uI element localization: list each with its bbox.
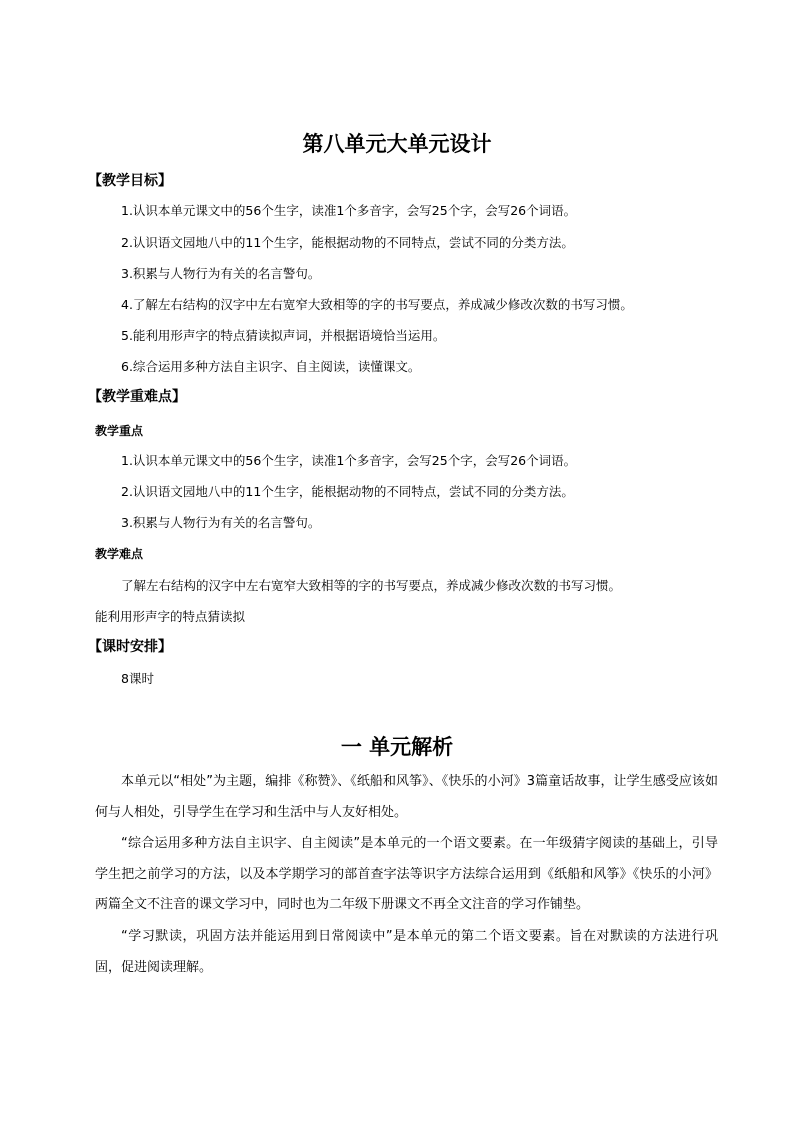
difficulty-label: 教学难点 bbox=[95, 547, 144, 561]
schedule-value: 8课时 bbox=[121, 671, 154, 686]
goal-item-4: 4.了解左右结构的汉字中左右宽窄大致相等的字的书写要点，养成减少修改次数的书写习惯。 bbox=[121, 297, 633, 312]
key-points-heading: 【教学重难点】 bbox=[88, 389, 186, 405]
goal-item-3: 3.积累与人物行为有关的名言警句。 bbox=[121, 266, 321, 281]
page-title: 第八单元大单元设计 bbox=[302, 132, 492, 156]
analysis-title: 一 单元解析 bbox=[340, 735, 454, 759]
focus-item-3: 3.积累与人物行为有关的名言警句。 bbox=[121, 515, 321, 530]
goal-item-5: 5.能利用形声字的特点猜读拟声词，并根据语境恰当运用。 bbox=[121, 328, 446, 343]
goal-item-1: 1.认识本单元课文中的56个生字，读准1个多音字，会写25个字，会写26个词语。 bbox=[121, 203, 577, 218]
goal-item-6: 6.综合运用多种方法自主识字、自主阅读，读懂课文。 bbox=[121, 359, 421, 374]
difficulty-extra: 能利用形声字的特点猜读拟 bbox=[95, 609, 246, 624]
difficulty-item: 了解左右结构的汉字中左右宽窄大致相等的字的书写要点，养成减少修改次数的书写习惯。 bbox=[121, 578, 622, 593]
focus-item-1: 1.认识本单元课文中的56个生字，读准1个多音字，会写25个字，会写26个词语。 bbox=[121, 453, 577, 468]
focus-label: 教学重点 bbox=[95, 424, 144, 438]
analysis-paragraph-2: “综合运用多种方法自主识字、自主阅读”是本单元的一个语文要素。在一年级猜字阅读的基础上，引导学生把之前学习的方法，以及本学期学习的部首查字法等识字方法综合运用到《纸船和风筝》《快乐的小河》两篇全文不注音的课文学习中，同时也为二年级下册课文不再全文注音的学习作铺垫。 bbox=[95, 836, 718, 913]
analysis-paragraph-3: “学习默读，巩固方法并能运用到日常阅读中”是本单元的第二个语文要素。旨在对默读的方法进行巩固，促进阅读理解。 bbox=[95, 929, 718, 975]
analysis-paragraph-1: 本单元以“相处”为主题，编排《称赞》、《纸船和风筝》、《快乐的小河》3篇童话故事，让学生感受应该如何与人相处，引导学生在学习和生活中与人友好相处。 bbox=[95, 774, 718, 820]
goals-heading: 【教学目标】 bbox=[88, 173, 172, 189]
schedule-heading: 【课时安排】 bbox=[88, 639, 172, 655]
focus-item-2: 2.认识语文园地八中的11个生字，能根据动物的不同特点，尝试不同的分类方法。 bbox=[121, 484, 574, 499]
goal-item-2: 2.认识语文园地八中的11个生字，能根据动物的不同特点，尝试不同的分类方法。 bbox=[121, 235, 574, 250]
